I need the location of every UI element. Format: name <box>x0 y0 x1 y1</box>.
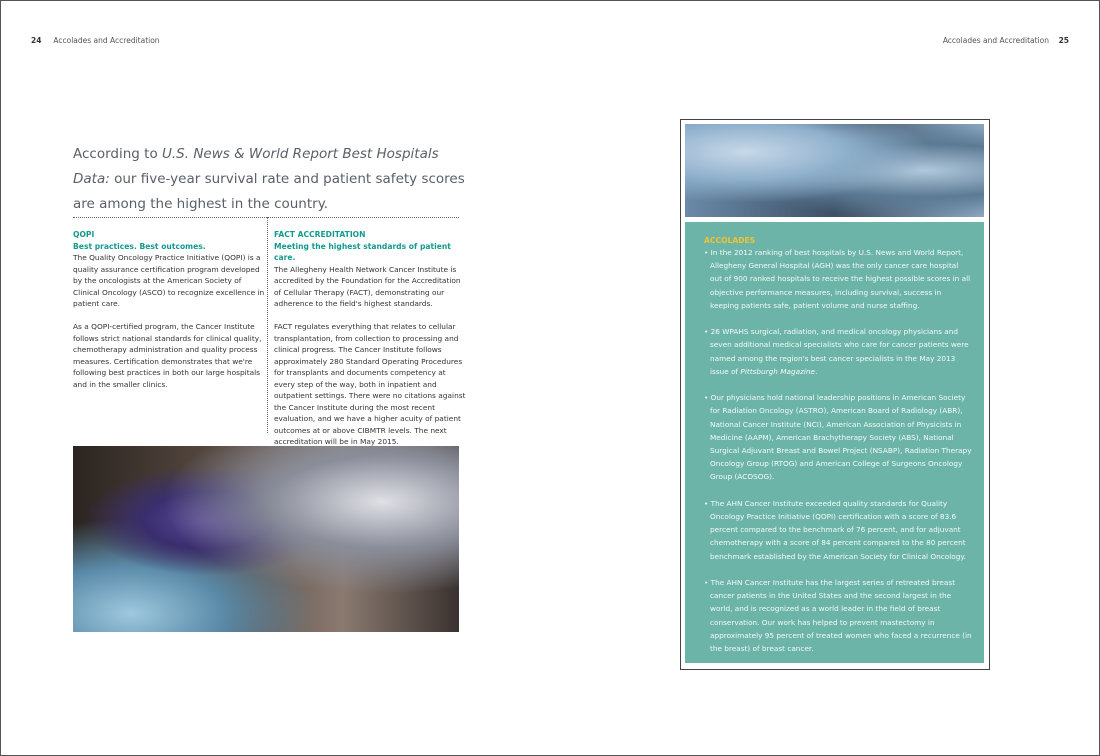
page-number-right: 25 <box>1058 36 1069 45</box>
accolade-text: The AHN Cancer Institute exceeded quality standards for Quality Oncology Practice Initiative (QOPI) certification with a score of 83.6 percent compared to the benchmark of 76 percent, and for adjuvant chemotherapy with a score of 84 percent compared to the 80 percent benchmark established by the American Society for Clinical Oncology. <box>710 498 966 561</box>
quote-prefix: According to <box>73 146 162 162</box>
quote-text: our five-year survival rate and patient safety scores are among the highest in the country. <box>73 171 465 212</box>
page-number-left: 24 <box>31 36 42 45</box>
surgeons-photo <box>685 124 984 217</box>
quote-source: U.S. News & World Report Best Hospitals Data: <box>73 146 439 187</box>
qopi-heading: QOPI <box>73 230 95 239</box>
pull-quote <box>73 142 468 217</box>
fact-paragraph: FACT regulates everything that relates to cellular transplantation, from collection to processing and clinical progress. The Cancer Institute follows approximately 280 Standard Operating Procedures for transplants and documents competency at every step of the way, both in inpatient and outpatient settings. There were no citations against the Cancer Institute during the most recent evaluation, and we have a higher acuity of patient outcomes at or above CIBMTR levels. The next accreditation will be in May 2015. <box>274 322 466 446</box>
accolade-item: • The AHN Cancer Institute has the largest series of retreated breast cancer patients in the United States and the second largest in the world, and is recognized as a world leader in the field of breast conservation. Our work has helped to prevent mastectomy in approximately 95 percent of treated women who faced a recurrence (in the breast) of breast cancer. <box>704 578 972 654</box>
dotted-divider <box>73 217 459 218</box>
fact-subheading: Meeting the highest standards of patient care. <box>274 241 451 262</box>
accolade-item: • 26 WPAHS surgical, radiation, and medical oncology physicians and seven additional medical specialists who care for cancer patients were named among the region's best cancer specialists in the May 2013 issue of Pittsburgh Magazine. <box>704 327 969 376</box>
section-title-right: Accolades and Accreditation <box>942 36 1050 45</box>
section-title-left: Accolades and Accreditation <box>53 36 160 45</box>
right-page-header <box>943 36 1069 45</box>
column-divider <box>267 217 268 433</box>
qopi-paragraph: As a QOPI-certified program, the Cancer Institute follows strict national standards for clinical quality, chemotherapy administration and quality process measures. Certification demonstrates that we're following best practices in both our large hospitals and in the smaller clinics. <box>73 322 262 389</box>
fact-paragraph: The Allegheny Health Network Cancer Institute is accredited by the Foundation for the Accreditation of Cellular Therapy (FACT), demonstrating our adherence to the field's highest standards. <box>274 264 461 308</box>
qopi-paragraph: The Quality Oncology Practice Initiative (QOPI) is a quality assurance certification program developed by the oncologists at the American Society of Clinical Oncology (ASCO) to recognize excellence in patient care. <box>73 253 265 308</box>
accolade-text: Our physicians hold national leadership positions in American Society for Radiation Oncology (ASTRO), American Board of Radiology (ABR), National Cancer Institute (NCI), American Association of Physicists in Medicine (AAPM), American Brachytherapy Society (ABS), National Surgical Adjuvant Breast and Bowel Project (NSABP), Radiation Therapy Oncology Group (RTOG) and American College of Surgeons Oncology Group (ACOSOG). <box>710 393 972 482</box>
accolade-text: In the 2012 ranking of best hospitals by U.S. News and World Report, Allegheny General Hospital (AGH) was the only cancer care hospital out of 900 ranked hospitals to receive the highest possible scores in all objective performance measures, including survival, success in keeping patients safe, patient volume and nurse staffing. <box>710 248 971 310</box>
syringe-photo <box>73 446 459 632</box>
accolades-panel <box>685 222 984 663</box>
accolade-text: The AHN Cancer Institute has the largest series of retreated breast cancer patients in the United States and the second largest in the world, and is recognized as a world leader in the field of breast conservation. Our work has helped to prevent mastectomy in approximately 95 percent of treated women who faced a recurrence (in the breast) of breast cancer. <box>710 578 972 654</box>
accolades-list <box>704 246 972 655</box>
fact-heading: FACT ACCREDITATION <box>274 230 366 239</box>
magazine-name: Pittsburgh Magazine <box>740 366 816 376</box>
accolade-text: 26 WPAHS surgical, radiation, and medical oncology physicians and seven additional medical specialists who care for cancer patients were named among the region's best cancer specialists in the May 2013 issue of <box>710 327 969 376</box>
accolade-item: • The AHN Cancer Institute exceeded quality standards for Quality Oncology Practice Initiative (QOPI) certification with a score of 83.6 percent compared to the benchmark of 76 percent, and for adjuvant chemotherapy with a score of 84 percent compared to the 80 percent benchmark established by the American Society for Clinical Oncology. <box>704 498 966 561</box>
accolades-heading: ACCOLADES <box>704 236 756 245</box>
qopi-subheading: Best practices. Best outcomes. <box>73 241 206 251</box>
left-page-header <box>31 36 160 45</box>
accolade-item: • In the 2012 ranking of best hospitals by U.S. News and World Report, Allegheny General Hospital (AGH) was the only cancer care hospital out of 900 ranked hospitals to receive the highest possible scores in all objective performance measures, including survival, success in keeping patients safe, patient volume and nurse staffing. <box>704 248 971 310</box>
fact-section <box>274 229 466 459</box>
qopi-section <box>73 229 265 402</box>
accolade-item: • Our physicians hold national leadership positions in American Society for Radiation Oncology (ASTRO), American Board of Radiology (ABR), National Cancer Institute (NCI), American Association of Physicists in Medicine (AAPM), American Brachytherapy Society (ABS), National Surgical Adjuvant Breast and Bowel Project (NSABP), Radiation Therapy Oncology Group (RTOG) and American College of Surgeons Oncology Group (ACOSOG). <box>704 393 972 482</box>
